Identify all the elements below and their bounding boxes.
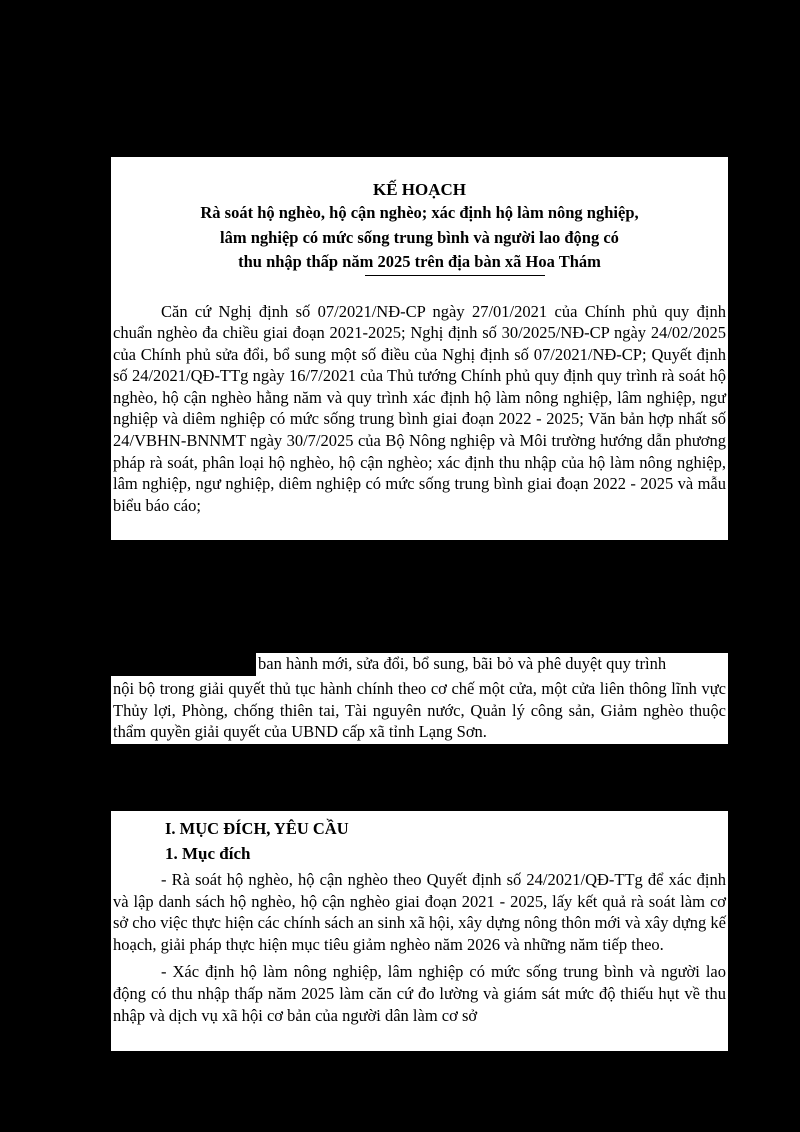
document-subtitle-line-1: Rà soát hộ nghèo, hộ cận nghèo; xác định hộ làm nông nghiệp, xyxy=(200,203,639,222)
section-block xyxy=(111,811,728,1051)
fragment-first-line: ban hành mới, sửa đổi, bổ sung, bãi bỏ và phê duyệt quy trình xyxy=(258,654,667,673)
document-subtitle-line-2: lâm nghiệp có mức sống trung bình và người lao động có xyxy=(220,227,619,247)
title-underline xyxy=(365,275,545,276)
title-block xyxy=(111,157,728,540)
purpose-paragraph-1: - Rà soát hộ nghèo, hộ cận nghèo theo Quyết định số 24/2021/QĐ-TTg để xác định và lập danh sách hộ nghèo, hộ cận nghèo giai đoạn 2021 - 2025, lấy kết quả rà soát làm cơ sở cho việc thực hiện các chính sách an sinh xã hội, xây dựng nông thôn mới và xây dựng kế hoạch, giải pháp thực hiện mục tiêu giảm nghèo năm 2026 và những năm tiếp theo. xyxy=(113,870,726,954)
middle-text-block xyxy=(111,676,728,744)
legal-basis-paragraph: Căn cứ Nghị định số 07/2021/NĐ-CP ngày 27/01/2021 của Chính phủ quy định chuẩn nghèo đa chiều giai đoạn 2021-2025; Nghị định số 30/2025/NĐ-CP ngày 24/02/2025 của Chính phủ sửa đổi, bổ sung một số điều của Nghị định số 07/2021/NĐ-CP; Quyết định số 24/2021/QĐ-TTg ngày 16/7/2021 của Thủ tướng Chính phủ quy định quy trình rà soát hộ nghèo, hộ cận nghèo hằng năm và quy trình xác định hộ làm nông nghiệp, lâm nghiệp, ngư nghiệp và diêm nghiệp có mức sống trung bình giai đoạn 2022 - 2025; Văn bản hợp nhất số 24/VBHN-BNNMT ngày 30/7/2025 của Bộ Nông nghiệp và Môi trường hướng dẫn phương pháp rà soát, phân loại hộ nghèo, hộ cận nghèo; xác định thu nhập của hộ làm nông nghiệp, lâm nghiệp, ngư nghiệp, diêm nghiệp có mức sống trung bình giai đoạn 2022 - 2025 và mẫu biểu báo cáo; xyxy=(113,301,726,515)
fragment-rest: nội bộ trong giải quyết thủ tục hành chính theo cơ chế một cửa, một cửa liên thông lĩnh vực Thủy lợi, Phòng, chống thiên tai, Tài nguyên nước, Quản lý công sản, Giảm nghèo thuộc thẩm quyền giải quyết của UBND cấp xã tỉnh Lạng Sơn. xyxy=(113,679,726,742)
purpose-paragraph-2: - Xác định hộ làm nông nghiệp, lâm nghiệp có mức sống trung bình và người lao động có thu nhập thấp năm 2025 làm căn cứ đo lường và giám sát mức độ thiếu hụt về thu nhập và dịch vụ xã hội cơ bản của người dân làm cơ sở xyxy=(113,962,726,1025)
middle-text-fragment xyxy=(256,653,728,677)
document-title: KẾ HOẠCH xyxy=(372,180,467,199)
section-heading: I. MỤC ĐÍCH, YÊU CẦU xyxy=(165,819,349,838)
document-subtitle-line-3: thu nhập thấp năm 2025 trên địa bàn xã Hoa Thám xyxy=(238,252,601,271)
subsection-heading: 1. Mục đích xyxy=(165,844,251,863)
